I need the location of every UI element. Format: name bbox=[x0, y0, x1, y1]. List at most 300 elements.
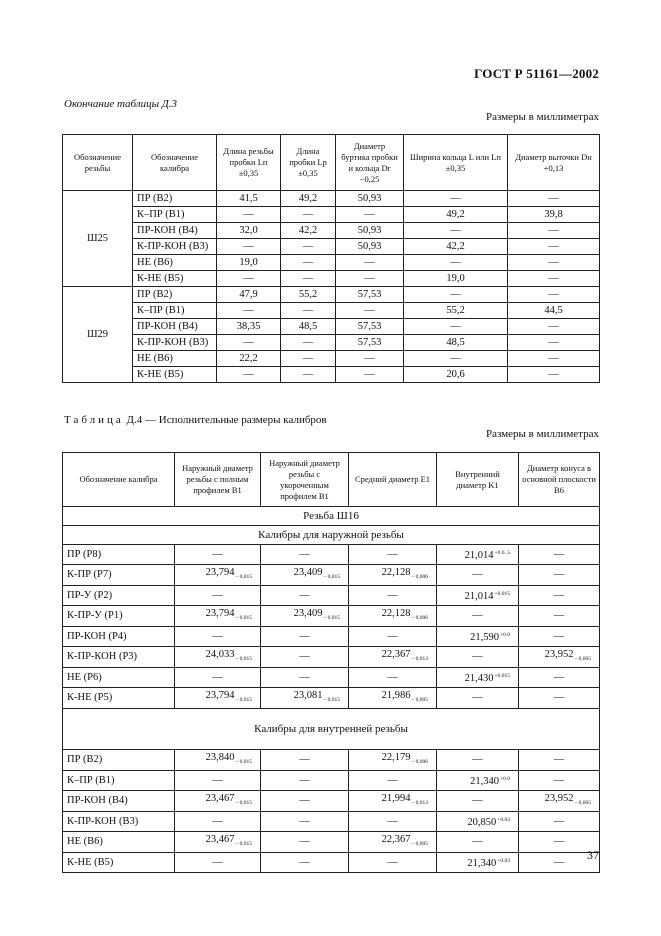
value: — bbox=[212, 548, 223, 560]
value-cell bbox=[175, 545, 261, 565]
value-cell bbox=[349, 812, 437, 832]
value-cell bbox=[175, 606, 261, 627]
table-row bbox=[63, 287, 600, 303]
value-cell: — bbox=[217, 303, 281, 319]
value-cell: — bbox=[217, 367, 281, 383]
table-row bbox=[63, 565, 600, 586]
value: 23,467 bbox=[205, 834, 235, 845]
value-cell: — bbox=[508, 367, 600, 383]
value-cell: 55,2 bbox=[281, 287, 336, 303]
value-cell bbox=[437, 627, 519, 647]
value-cell bbox=[261, 853, 349, 873]
value-cell bbox=[437, 545, 519, 565]
value: — bbox=[472, 610, 483, 621]
gauge-cell: НЕ (В6) bbox=[63, 832, 175, 853]
value: — bbox=[212, 815, 223, 827]
value: 21,014 bbox=[464, 550, 494, 561]
table2-caption-text: Д.4 — Исполнительные размеры калибров bbox=[126, 414, 327, 426]
value-cell: — bbox=[281, 335, 336, 351]
value: — bbox=[553, 815, 565, 827]
value-cell bbox=[519, 688, 600, 709]
table-row bbox=[63, 255, 600, 271]
value-cell: — bbox=[404, 223, 508, 239]
value-cell: — bbox=[281, 271, 336, 287]
value: — bbox=[553, 569, 565, 580]
value: 23,794 bbox=[205, 608, 235, 619]
page-number: 37 bbox=[587, 848, 599, 862]
table2-caption-prefix: Таблица bbox=[64, 414, 124, 426]
table-row bbox=[63, 750, 600, 771]
value-cell: 49,2 bbox=[281, 191, 336, 207]
value-cell bbox=[175, 688, 261, 709]
value-cell bbox=[261, 832, 349, 853]
value-cell: — bbox=[508, 319, 600, 335]
gauge-cell: К-НЕ (Р5) bbox=[63, 688, 175, 709]
tolerance: – 0,005 bbox=[574, 800, 591, 806]
value-cell bbox=[175, 565, 261, 586]
value: 21,340 bbox=[470, 776, 500, 787]
tolerance: – 0,015 bbox=[235, 656, 252, 662]
table-row bbox=[63, 586, 600, 606]
value: — bbox=[387, 589, 398, 601]
thread-designation: Ш25 bbox=[63, 191, 133, 287]
value-cell bbox=[519, 627, 600, 647]
value: — bbox=[387, 774, 398, 786]
value-cell bbox=[349, 545, 437, 565]
gauge-cell: ПР-КОН (В4) bbox=[133, 319, 217, 335]
tolerance: +0.015 bbox=[494, 591, 510, 597]
table-row bbox=[63, 668, 600, 688]
value-cell bbox=[175, 832, 261, 853]
value-cell bbox=[349, 668, 437, 688]
value-cell bbox=[261, 586, 349, 606]
value: 23,952 bbox=[544, 793, 574, 804]
value-cell bbox=[261, 812, 349, 832]
value-cell bbox=[349, 565, 437, 586]
table-row bbox=[63, 606, 600, 627]
value: — bbox=[553, 692, 565, 703]
value-cell bbox=[175, 627, 261, 647]
tolerance: – 0,015 bbox=[235, 697, 252, 703]
value-cell bbox=[349, 606, 437, 627]
gauge-cell: К-НЕ (В5) bbox=[133, 271, 217, 287]
table-row bbox=[63, 207, 600, 223]
value-cell bbox=[437, 750, 519, 771]
value: 24,033 bbox=[205, 649, 235, 660]
value: — bbox=[553, 630, 565, 642]
value: — bbox=[472, 836, 483, 847]
value-cell bbox=[349, 627, 437, 647]
value-cell: — bbox=[404, 287, 508, 303]
value-cell: — bbox=[336, 367, 404, 383]
tolerance: – 0,006 bbox=[411, 759, 428, 765]
value: — bbox=[553, 856, 565, 868]
gauge-cell: ПР (В2) bbox=[133, 191, 217, 207]
table-row bbox=[63, 335, 600, 351]
tolerance: – 0,015 bbox=[235, 574, 252, 580]
value-cell bbox=[437, 688, 519, 709]
tolerance: – 0,015 bbox=[323, 615, 340, 621]
value-cell bbox=[519, 647, 600, 668]
value-cell: — bbox=[281, 255, 336, 271]
table-row bbox=[63, 627, 600, 647]
gauge-cell: К-ПР-КОН (В3) bbox=[133, 239, 217, 255]
value-cell bbox=[175, 586, 261, 606]
value: — bbox=[553, 836, 565, 847]
tolerance: +0.0 bbox=[500, 632, 510, 638]
gauge-cell: НЕ (В6) bbox=[133, 351, 217, 367]
value-cell: — bbox=[217, 335, 281, 351]
value-cell: — bbox=[508, 255, 600, 271]
value-cell: — bbox=[508, 239, 600, 255]
table-row bbox=[63, 647, 600, 668]
value: 23,794 bbox=[205, 690, 235, 701]
col-header-groove-diameter: Диаметр выточки Dн +0,13 bbox=[508, 135, 600, 191]
value-cell: — bbox=[217, 207, 281, 223]
value-cell: — bbox=[281, 351, 336, 367]
value: — bbox=[553, 774, 565, 786]
value: 21,994 bbox=[381, 793, 411, 804]
value: — bbox=[553, 754, 565, 765]
value: — bbox=[212, 774, 223, 786]
tolerance: – 0,015 bbox=[323, 697, 340, 703]
value: — bbox=[299, 815, 310, 827]
tolerance: – 0,005 bbox=[574, 656, 591, 662]
table2-units: Размеры в миллиметрах bbox=[486, 428, 599, 440]
value-cell bbox=[437, 812, 519, 832]
value: — bbox=[299, 671, 310, 683]
value-cell bbox=[437, 853, 519, 873]
value-cell: 50,93 bbox=[336, 191, 404, 207]
value: — bbox=[472, 692, 483, 703]
value-cell: — bbox=[404, 255, 508, 271]
col-header-outer-short: Наружный диаметр резьбы с укороченным профилем B1 bbox=[261, 453, 349, 507]
table-row bbox=[63, 191, 600, 207]
table-row bbox=[63, 319, 600, 335]
value-cell: — bbox=[336, 255, 404, 271]
value-cell bbox=[175, 668, 261, 688]
value-cell bbox=[261, 627, 349, 647]
tolerance: +0.03 bbox=[497, 858, 510, 864]
value-cell: — bbox=[508, 287, 600, 303]
value-cell bbox=[519, 812, 600, 832]
table-row bbox=[63, 771, 600, 791]
value-cell: 48,5 bbox=[281, 319, 336, 335]
tolerance: – 0,015 bbox=[235, 615, 252, 621]
table-row bbox=[63, 351, 600, 367]
value-cell: 49,2 bbox=[404, 207, 508, 223]
value-cell bbox=[519, 668, 600, 688]
value-cell: — bbox=[336, 271, 404, 287]
gauge-cell: ПР-КОН (В4) bbox=[63, 791, 175, 812]
value: 21,014 bbox=[464, 591, 494, 602]
value-cell: — bbox=[336, 207, 404, 223]
value-cell: — bbox=[404, 319, 508, 335]
gauge-cell: К-ПР-КОН (В3) bbox=[63, 812, 175, 832]
value-cell bbox=[261, 771, 349, 791]
gauge-cell: К–ПР (В1) bbox=[133, 303, 217, 319]
value-cell: — bbox=[217, 239, 281, 255]
gauge-cell: НЕ (В6) bbox=[133, 255, 217, 271]
col-header-inner-diameter: Внутренний диаметр K1 bbox=[437, 453, 519, 507]
value-cell bbox=[261, 606, 349, 627]
value-cell: 19,0 bbox=[404, 271, 508, 287]
col-header-thread-length: Длина резьбы пробки Lп ±0,35 bbox=[217, 135, 281, 191]
value: — bbox=[553, 610, 565, 621]
value-cell: 41,5 bbox=[217, 191, 281, 207]
value: — bbox=[212, 856, 223, 868]
table-row bbox=[63, 853, 600, 873]
value: — bbox=[299, 548, 310, 560]
value: — bbox=[299, 774, 310, 786]
value-cell: 57,53 bbox=[336, 319, 404, 335]
value-cell: 50,93 bbox=[336, 223, 404, 239]
value-cell: — bbox=[508, 191, 600, 207]
value-cell bbox=[437, 668, 519, 688]
value-cell: — bbox=[281, 367, 336, 383]
value-cell bbox=[175, 771, 261, 791]
value: 23,081 bbox=[293, 690, 323, 701]
value: — bbox=[472, 651, 483, 662]
value-cell: — bbox=[281, 207, 336, 223]
value-cell bbox=[437, 606, 519, 627]
tolerance: – 0,013 bbox=[411, 656, 428, 662]
value-cell bbox=[519, 586, 600, 606]
value-cell bbox=[175, 647, 261, 668]
col-header-pitch-diameter: Средний диаметр E1 bbox=[349, 453, 437, 507]
value-cell bbox=[261, 668, 349, 688]
value-cell: 47,9 bbox=[217, 287, 281, 303]
table-row bbox=[63, 367, 600, 383]
value-cell bbox=[175, 750, 261, 771]
tolerance: +0.0..5 bbox=[494, 550, 510, 556]
value-cell bbox=[349, 771, 437, 791]
value-cell bbox=[261, 647, 349, 668]
value-cell: 42,2 bbox=[404, 239, 508, 255]
col-header-ring-width: Ширина кольца L или Lп ±0,35 bbox=[404, 135, 508, 191]
gauge-cell: К-ПР-КОН (Р3) bbox=[63, 647, 175, 668]
table-row bbox=[63, 688, 600, 709]
tolerance: +0.03 bbox=[497, 817, 510, 823]
table-row bbox=[63, 545, 600, 565]
value: — bbox=[299, 754, 310, 765]
value-cell bbox=[175, 812, 261, 832]
value: 22,367 bbox=[381, 834, 411, 845]
section-title: Резьба Ш16 bbox=[63, 507, 600, 526]
value: — bbox=[299, 795, 310, 806]
value-cell: — bbox=[508, 271, 600, 287]
gauge-cell: К–ПР (В1) bbox=[63, 771, 175, 791]
value-cell bbox=[261, 565, 349, 586]
value: 22,367 bbox=[381, 649, 411, 660]
value: 22,128 bbox=[381, 567, 411, 578]
value-cell bbox=[349, 832, 437, 853]
value-cell: 20,6 bbox=[404, 367, 508, 383]
value: — bbox=[387, 856, 398, 868]
value-cell bbox=[349, 688, 437, 709]
gauge-cell: ПР-КОН (В4) bbox=[133, 223, 217, 239]
value: 20,850 bbox=[467, 817, 497, 828]
tolerance: – 0,005 bbox=[411, 697, 428, 703]
table-row bbox=[63, 271, 600, 287]
tolerance: +0.015 bbox=[494, 673, 510, 679]
gauge-cell: ПР-КОН (Р4) bbox=[63, 627, 175, 647]
value-cell bbox=[519, 771, 600, 791]
value: — bbox=[472, 795, 483, 806]
value-cell: 19,0 bbox=[217, 255, 281, 271]
col-header-outer-full: Наружный диаметр резьбы с полным профилем B1 bbox=[175, 453, 261, 507]
value: 22,179 bbox=[381, 752, 411, 763]
value-cell bbox=[519, 791, 600, 812]
value: 21,340 bbox=[467, 858, 497, 869]
table-row bbox=[63, 812, 600, 832]
value-cell: 39,8 bbox=[508, 207, 600, 223]
value-cell bbox=[261, 791, 349, 812]
value: — bbox=[299, 589, 310, 601]
subsection-inner: Калибры для внутренней резьбы bbox=[63, 709, 600, 750]
value-cell: 38,35 bbox=[217, 319, 281, 335]
value: 21,590 bbox=[470, 632, 500, 643]
value-cell: 42,2 bbox=[281, 223, 336, 239]
value: — bbox=[212, 589, 223, 601]
tolerance: – 0,015 bbox=[235, 759, 252, 765]
tolerance: – 0,015 bbox=[235, 841, 252, 847]
table-row bbox=[63, 791, 600, 812]
value-cell: — bbox=[404, 191, 508, 207]
value-cell: — bbox=[336, 303, 404, 319]
value-cell bbox=[437, 832, 519, 853]
table1-caption: Окончание таблицы Д.3 bbox=[64, 98, 178, 110]
value-cell bbox=[349, 853, 437, 873]
table1-units: Размеры в миллиметрах bbox=[486, 111, 599, 123]
subsection-outer: Калибры для наружной резьбы bbox=[63, 526, 600, 545]
value: — bbox=[553, 671, 565, 683]
gauge-cell: К-ПР-У (Р1) bbox=[63, 606, 175, 627]
value-cell bbox=[261, 750, 349, 771]
tolerance: – 0,006 bbox=[411, 574, 428, 580]
value-cell bbox=[437, 791, 519, 812]
tolerance: – 0,013 bbox=[411, 800, 428, 806]
value-cell: — bbox=[336, 351, 404, 367]
col-header-collar-diameter: Диаметр буртика пробки и кольца Dr −0,25 bbox=[336, 135, 404, 191]
value: — bbox=[472, 754, 483, 765]
document-code: ГОСТ Р 51161—2002 bbox=[474, 66, 599, 81]
value: 23,952 bbox=[544, 649, 574, 660]
table-row bbox=[63, 239, 600, 255]
value-cell bbox=[175, 791, 261, 812]
value-cell bbox=[261, 688, 349, 709]
value-cell bbox=[519, 606, 600, 627]
thread-designation: Ш29 bbox=[63, 287, 133, 383]
value-cell: — bbox=[508, 351, 600, 367]
value-cell bbox=[437, 647, 519, 668]
value-cell bbox=[175, 853, 261, 873]
value: — bbox=[387, 548, 398, 560]
col-header-cone-diameter: Диаметр конуса в основной плоскости B6 bbox=[519, 453, 600, 507]
gauge-cell: ПР (В2) bbox=[133, 287, 217, 303]
value: — bbox=[387, 630, 398, 642]
value-cell: 57,53 bbox=[336, 335, 404, 351]
value-cell bbox=[519, 750, 600, 771]
value: — bbox=[299, 630, 310, 642]
gauge-cell: ПР (В2) bbox=[63, 750, 175, 771]
table-row bbox=[63, 832, 600, 853]
col-header-thread: Обозначение резьбы bbox=[63, 135, 133, 191]
tolerance: – 0,005 bbox=[411, 841, 428, 847]
value: 21,430 bbox=[464, 673, 494, 684]
value-cell: — bbox=[281, 303, 336, 319]
value: — bbox=[387, 815, 398, 827]
gauge-cell: К-НЕ (В5) bbox=[133, 367, 217, 383]
value: — bbox=[299, 651, 310, 662]
gauge-cell: ПР-У (Р2) bbox=[63, 586, 175, 606]
value-cell bbox=[519, 545, 600, 565]
value-cell bbox=[519, 565, 600, 586]
value-cell: — bbox=[217, 271, 281, 287]
value-cell: 48,5 bbox=[404, 335, 508, 351]
value: 23,409 bbox=[293, 567, 323, 578]
col-header-gauge: Обозначение калибра bbox=[133, 135, 217, 191]
table-row bbox=[63, 223, 600, 239]
value-cell: 57,53 bbox=[336, 287, 404, 303]
value-cell: — bbox=[281, 239, 336, 255]
table-row bbox=[63, 303, 600, 319]
value-cell: 44,5 bbox=[508, 303, 600, 319]
value: — bbox=[553, 589, 565, 601]
value-cell bbox=[349, 586, 437, 606]
value: 23,794 bbox=[205, 567, 235, 578]
value: 23,840 bbox=[205, 752, 235, 763]
value-cell: 50,93 bbox=[336, 239, 404, 255]
value: 23,467 bbox=[205, 793, 235, 804]
value: — bbox=[299, 856, 310, 868]
value: 21,986 bbox=[381, 690, 411, 701]
value-cell bbox=[349, 750, 437, 771]
gauge-cell: НЕ (Р6) bbox=[63, 668, 175, 688]
value-cell bbox=[437, 586, 519, 606]
gauge-cell: К-ПР (Р7) bbox=[63, 565, 175, 586]
value-cell: 55,2 bbox=[404, 303, 508, 319]
value-cell: — bbox=[508, 335, 600, 351]
value-cell: — bbox=[404, 351, 508, 367]
table-d4 bbox=[62, 452, 600, 873]
value-cell: — bbox=[508, 223, 600, 239]
gauge-cell: К-ПР-КОН (В3) bbox=[133, 335, 217, 351]
value: — bbox=[553, 548, 565, 560]
gauge-cell: ПР (Р8) bbox=[63, 545, 175, 565]
tolerance: – 0,006 bbox=[411, 615, 428, 621]
tolerance: – 0,015 bbox=[235, 800, 252, 806]
value: 23,409 bbox=[293, 608, 323, 619]
value: — bbox=[472, 569, 483, 580]
value-cell bbox=[437, 771, 519, 791]
col-header-gauge: Обозначение калибра bbox=[63, 453, 175, 507]
value: — bbox=[299, 836, 310, 847]
value-cell bbox=[261, 545, 349, 565]
value-cell: 22,2 bbox=[217, 351, 281, 367]
table-d3 bbox=[62, 134, 600, 383]
gauge-cell: К-НЕ (В5) bbox=[63, 853, 175, 873]
value-cell bbox=[349, 791, 437, 812]
gauge-cell: К–ПР (В1) bbox=[133, 207, 217, 223]
value: 22,128 bbox=[381, 608, 411, 619]
tolerance: – 0,015 bbox=[323, 574, 340, 580]
value-cell bbox=[437, 565, 519, 586]
value: — bbox=[387, 671, 398, 683]
value-cell: 32,0 bbox=[217, 223, 281, 239]
table2-caption bbox=[64, 414, 327, 426]
tolerance: +0.0 bbox=[500, 776, 510, 782]
